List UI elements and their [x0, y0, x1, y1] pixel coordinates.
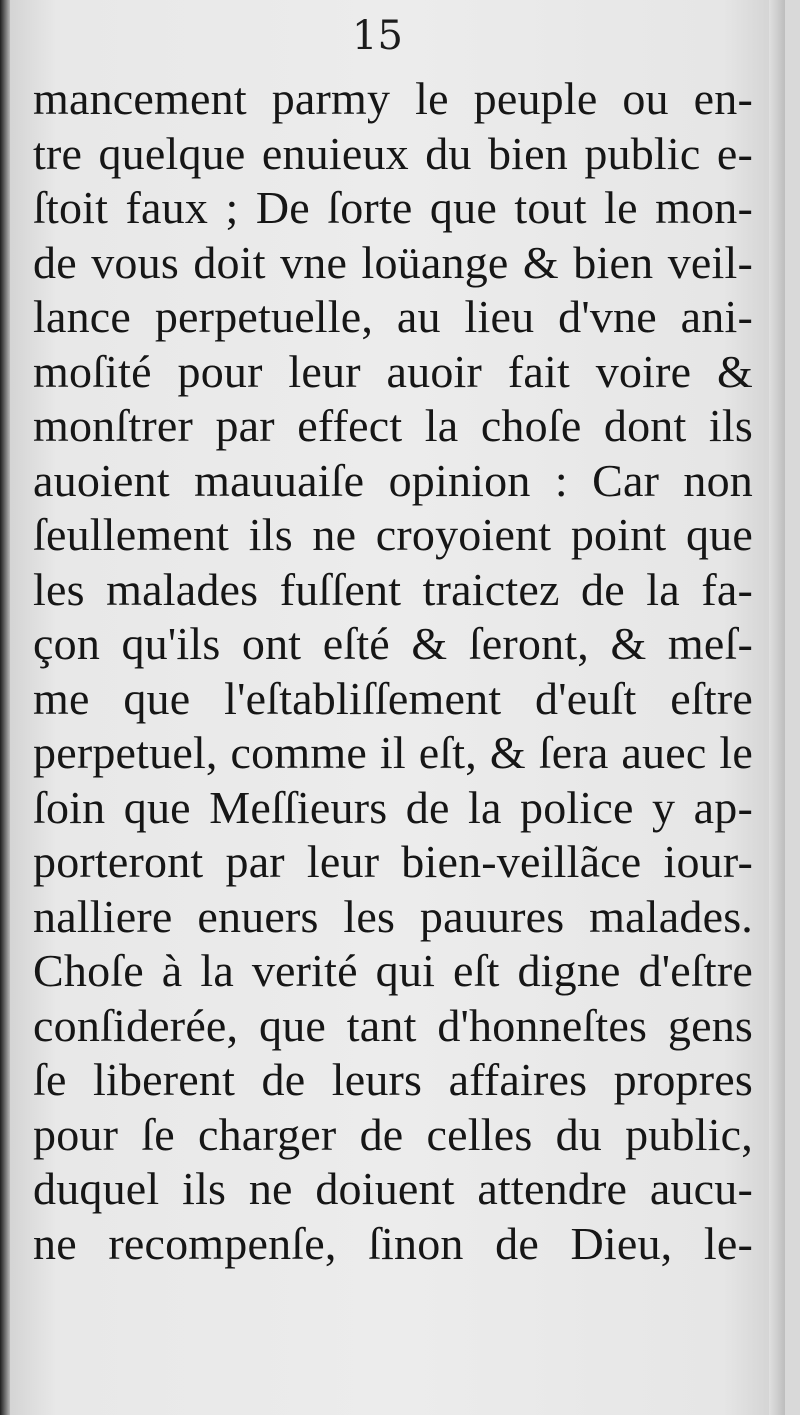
text-line: lance perpetuelle, au lieu d'vne ani- [33, 291, 753, 342]
text-line: auoient mauuaiſe opinion : Car non [33, 454, 753, 506]
page-number: 15 [352, 13, 403, 59]
text-line: çon qu'ils ont eſté & ſeront, & meſ- [33, 618, 753, 669]
text-line: porteront par leur bien-veillãce iour- [33, 836, 753, 887]
text-line: perpetuel, comme il eſt, & ſera auec le [33, 727, 753, 778]
text-line: moſité pour leur auoir fait voire & [33, 345, 753, 397]
text-line: duquel ils ne doiuent attendre aucu- [33, 1163, 753, 1214]
page-edge [769, 0, 785, 1415]
text-line: ſoin que Meſſieurs de la police y ap- [33, 781, 753, 833]
text-line: ne recompenſe, ſinon de Dieu, le- [33, 1217, 753, 1269]
text-line: nalliere enuers les pauures malades. [33, 890, 753, 942]
text-line: conſiderée, que tant d'honneſtes gens [33, 999, 753, 1051]
text-line: monſtrer par effect la choſe dont ils [33, 400, 753, 451]
text-line: de vous doit vne loüange & bien veil- [33, 236, 753, 288]
text-line: me que l'eſtabliſſement d'euſt eſtre [33, 672, 753, 724]
text-line: Choſe à la verité qui eſt digne d'eſtre [33, 945, 753, 996]
text-line: pour ſe charger de celles du public, [33, 1108, 753, 1160]
text-line: ſtoit faux ; De ſorte que tout le mon- [33, 182, 753, 233]
text-line: ſeullement ils ne croyoient point que [33, 509, 753, 560]
text-line: ſe liberent de leurs affaires propres [33, 1054, 753, 1105]
text-line: les malades fuſſent traictez de la fa- [33, 563, 753, 615]
text-line: tre quelque enuieux du bien public e- [33, 127, 753, 179]
body-text [33, 72, 753, 1271]
text-line: mancement parmy le peuple ou en- [33, 73, 753, 124]
